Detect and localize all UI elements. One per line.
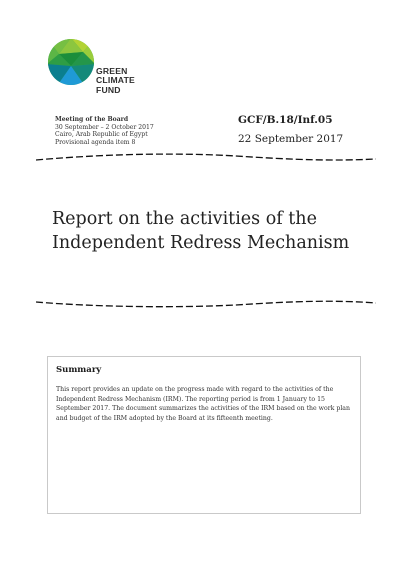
meeting-title: Meeting of the Board: [55, 116, 129, 123]
logo-wordmark: [96, 67, 135, 95]
logo-line: CLIMATE: [96, 75, 135, 86]
title-line: Independent Redress Mechanism: [52, 233, 350, 253]
title-line: Report on the activities of the: [52, 209, 317, 229]
document-date: 22 September 2017: [238, 133, 344, 145]
top-wave-divider: [36, 151, 376, 165]
page-title: [52, 207, 372, 255]
meeting-info: [55, 116, 154, 146]
document-code: GCF/B.18/Inf.05: [238, 114, 333, 126]
logo-line: FUND: [96, 84, 121, 95]
meeting-dates: 30 September – 2 October 2017: [55, 123, 154, 131]
globe-icon: [47, 38, 95, 86]
document-info: [238, 114, 343, 145]
logo-line: GREEN: [96, 66, 128, 76]
summary-box: [47, 356, 361, 514]
bottom-wave-divider: [36, 297, 376, 311]
agenda-item: Provisional agenda item 8: [55, 138, 136, 146]
summary-text: This report provides an update on the progress made with regard to the activities of the Independent Redress Mechanism (IRM). The reporting period is from 1 January to 15 September 2017. The document summarizes the activities of the IRM based on the work plan and budget of the IRM adopted by the Board at its fifteenth meeting.: [56, 386, 350, 422]
summary-heading: Summary: [56, 365, 102, 375]
green-climate-fund-logo: [47, 38, 147, 98]
meeting-location: Cairo, Arab Republic of Egypt: [55, 131, 148, 139]
